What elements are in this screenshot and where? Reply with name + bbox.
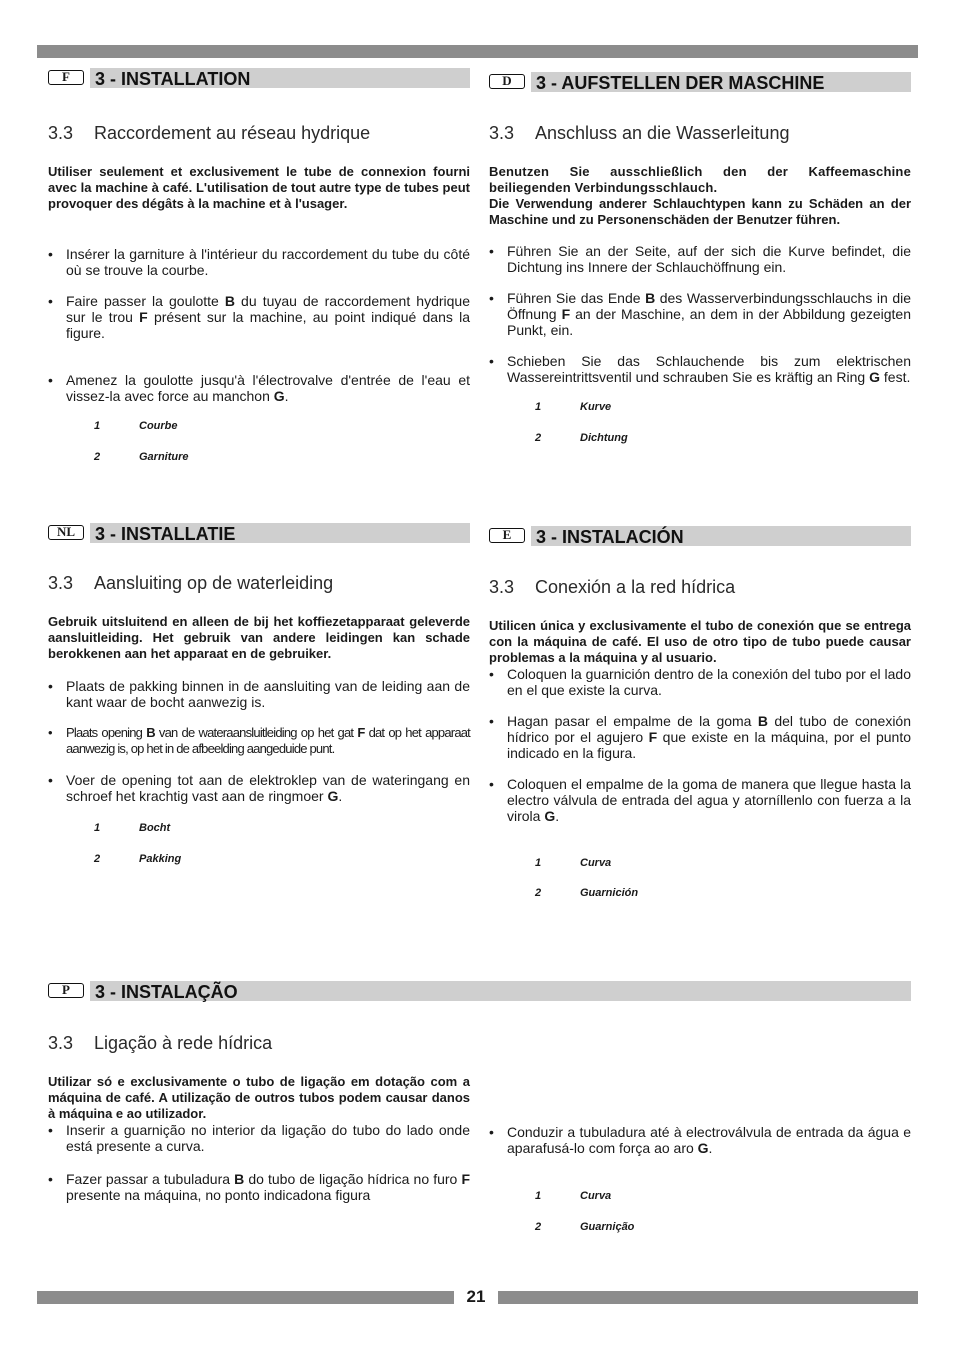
subsection-number: 3.3 <box>489 577 515 597</box>
page-number: 21 <box>466 1287 486 1306</box>
bottom-rule-left <box>37 1291 454 1304</box>
warning-text: Utilizar só e exclusivamente o tubo de ligação em dotação com a máquina de café. A utilização de outros tubos podem causar danos à máquina e ao utilizador. <box>48 1074 470 1121</box>
legend-label: Curva <box>580 1190 612 1202</box>
instruction-text: Fazer passar a tubuladura <box>66 1171 235 1187</box>
instruction-item <box>48 1171 470 1203</box>
legend <box>94 420 470 464</box>
instruction-text: . <box>338 788 343 804</box>
legend-number: 1 <box>535 401 542 413</box>
section-header <box>48 68 470 88</box>
legend-number: 2 <box>94 853 101 865</box>
subsection-title <box>48 123 470 144</box>
warning-text: Utilicen única y exclusivamente el tubo de conexión que se entrega con la máquina de café. El uso de otro tipo de tubo puede causar problemas a la máquina y al usuario. <box>489 618 911 665</box>
instruction-item <box>489 666 911 698</box>
part-ref: F <box>461 1171 470 1187</box>
instruction-list <box>489 666 911 824</box>
pt-columns <box>48 1033 911 1233</box>
subsection-title <box>489 123 911 144</box>
legend-label: Guarnição <box>580 1221 635 1233</box>
warning-text: Die Verwendung anderer Schlauchtypen kann zu Schäden an der Maschine und zu Personenschäden der Benutzer führen. <box>489 196 911 227</box>
part-ref: F <box>139 309 148 325</box>
subsection-text: Ligação à rede hídrica <box>94 1033 273 1053</box>
instruction-item <box>489 243 911 275</box>
instruction-text: Führen Sie das Ende <box>507 290 646 306</box>
instruction-list <box>48 246 470 404</box>
section-title: 3 - INSTALAÇÃO <box>95 982 238 1002</box>
section-fr <box>48 68 470 464</box>
legend-number: 1 <box>535 857 542 869</box>
warning-text: Benutzen Sie ausschließlich den der Kaffeemaschine beiliegenden Verbindungsschlauch. <box>489 164 911 195</box>
instruction-text: Voer de opening tot aan de elektroklep van de wateringang en schroef het krachtig vast aan de ringmoer <box>66 772 470 804</box>
instruction-item <box>48 246 470 278</box>
legend-label: Dichtung <box>580 432 628 444</box>
instruction-text: Insérer la garniture à l'intérieur du raccordement du tube du côté où se trouve la courbe. <box>66 246 470 278</box>
legend-label: Kurve <box>580 401 612 413</box>
section-es <box>489 526 911 900</box>
part-ref: F <box>561 306 571 322</box>
instruction-list <box>489 243 911 385</box>
part-ref: B <box>757 713 768 729</box>
subsection-title <box>48 1033 470 1054</box>
legend-number: 1 <box>94 420 101 432</box>
warning-text: Utiliser seulement et exclusivement le tube de connexion fourni avec la machine à café. L'utilisation de tout autre type de tubes peut provoquer des dégâts à la machine et à l'usager. <box>48 164 470 211</box>
subsection-text: Aansluiting op de waterleiding <box>94 573 334 593</box>
section-header <box>48 981 911 1001</box>
instruction-item <box>48 772 470 804</box>
instruction-list <box>48 1122 470 1203</box>
legend <box>535 401 911 445</box>
part-ref: G <box>697 1140 709 1156</box>
instruction-text: Coloquen el empalme de la goma de manera que llegue hasta la electro válvula de entrada del agua y atorníllenlo con fuerza a la virola <box>507 776 911 824</box>
legend-number: 2 <box>94 451 101 463</box>
legend-row <box>535 1221 911 1234</box>
legend-row <box>94 451 470 464</box>
language-badge: NL <box>48 525 84 540</box>
instruction-text: Plaats opening <box>66 725 147 740</box>
legend-number: 2 <box>535 887 542 899</box>
instruction-item <box>48 1122 470 1154</box>
instruction-text: Coloquen la guarnición dentro de la conexión del tubo por el lado en el que existe la curva. <box>507 666 911 698</box>
legend <box>535 857 911 900</box>
legend-number: 1 <box>535 1190 542 1202</box>
pt-left-column <box>48 1033 470 1203</box>
subsection-number: 3.3 <box>48 1033 74 1053</box>
instruction-list <box>489 1124 911 1156</box>
subsection-number: 3.3 <box>489 123 515 143</box>
part-ref: F <box>357 725 365 740</box>
legend-row <box>535 401 911 414</box>
instruction-item <box>48 678 470 710</box>
subsection-title <box>489 577 911 598</box>
instruction-item <box>489 776 911 824</box>
section-header <box>489 526 911 546</box>
section-title: 3 - INSTALLATION <box>95 69 251 89</box>
part-ref: B <box>224 293 235 309</box>
instruction-text: presente na máquina, no ponto indicadona figura <box>66 1187 371 1203</box>
legend-row <box>94 420 470 433</box>
legend-row <box>94 822 470 835</box>
instruction-item <box>48 372 470 404</box>
part-ref: G <box>327 788 339 804</box>
legend-number: 1 <box>94 822 101 834</box>
subsection-number: 3.3 <box>48 123 74 143</box>
legend-label: Guarnición <box>580 887 639 899</box>
instruction-text: del tubo de conexión hídrico por el agujero <box>507 713 911 745</box>
legend-label: Garniture <box>139 451 189 463</box>
instruction-text: Conduzir a tubuladura até à electroválvula de entrada da água e aparafusá-lo com força ao aro <box>507 1124 911 1156</box>
instruction-text: du tuyau de raccordement hydrique sur le trou <box>66 293 470 325</box>
section-title: 3 - INSTALLATIE <box>95 524 236 544</box>
part-ref: B <box>146 725 155 740</box>
top-rule <box>37 45 918 58</box>
legend <box>535 1190 911 1234</box>
instruction-text: présent sur la machine, au point indiqué dans la figure. <box>66 309 470 341</box>
instruction-list <box>48 678 470 804</box>
bottom-rule-right <box>498 1291 918 1304</box>
instruction-text: Faire passer la goulotte <box>66 293 225 309</box>
legend-row <box>535 857 911 870</box>
instruction-text: Schieben Sie das Schlauchende bis zum elektrischen Wassereintrittsventil und schrauben Sie es kräftig an Ring <box>507 353 911 385</box>
legend-row <box>535 432 911 445</box>
warning-text: Gebruik uitsluitend en alleen de bij het koffiezetapparaat geleverde aansluitleiding. Het gebruik van andere leidingen kan schade berokkenen aan het apparaat en de gebruiker. <box>48 614 470 661</box>
instruction-text: . <box>555 808 560 824</box>
instruction-text: Amenez la goulotte jusqu'à l'électrovalve d'entrée de l'eau et vissez-la avec force au manchon <box>66 372 470 404</box>
part-ref: G <box>869 369 880 385</box>
instruction-text: do tubo de ligação hídrica no furo <box>244 1171 462 1187</box>
part-ref: G <box>544 808 556 824</box>
legend-label: Courbe <box>139 420 178 432</box>
part-ref: B <box>645 290 656 306</box>
section-pt <box>48 981 911 1233</box>
instruction-text: dat op het apparaat aanwezig is, op het in de afbeelding aangeduide punt. <box>66 725 470 756</box>
instruction-text: . <box>284 388 289 404</box>
legend-label: Curva <box>580 857 612 869</box>
instruction-item <box>489 353 911 385</box>
part-ref: G <box>273 388 285 404</box>
section-title: 3 - INSTALACIÓN <box>536 527 684 547</box>
section-nl <box>48 523 470 866</box>
instruction-text: Führen Sie an der Seite, auf der sich die Kurve befindet, die Dichtung ins Innere der Schlauchöffnung ein. <box>507 243 911 275</box>
legend-row <box>535 887 911 900</box>
legend <box>94 822 470 866</box>
part-ref: B <box>234 1171 245 1187</box>
legend-number: 2 <box>535 432 542 444</box>
legend-label: Bocht <box>139 822 171 834</box>
language-badge: D <box>489 74 525 89</box>
section-de <box>489 72 911 445</box>
instruction-text: Hagan pasar el empalme de la goma <box>507 713 758 729</box>
instruction-text: an der Maschine, an dem in der Abbildung gezeigten Punkt, ein. <box>507 306 912 338</box>
part-ref: F <box>648 729 658 745</box>
instruction-text: . <box>708 1140 713 1156</box>
subsection-text: Anschluss an die Wasserleitung <box>535 123 790 143</box>
subsection-text: Conexión a la red hídrica <box>535 577 736 597</box>
instruction-text: fest. <box>880 369 911 385</box>
subsection-title <box>48 573 470 594</box>
subsection-number: 3.3 <box>48 573 74 593</box>
instruction-item <box>489 290 911 338</box>
instruction-text: Inserir a guarnição no interior da ligação do tubo do lado onde está presente a curva. <box>66 1122 470 1154</box>
language-badge: P <box>48 983 84 998</box>
section-title: 3 - AUFSTELLEN DER MASCHINE <box>536 73 825 93</box>
legend-row <box>535 1190 911 1203</box>
instruction-text: des Wasserverbindungsschlauchs in die Öffnung <box>507 290 911 322</box>
pt-right-column <box>489 1124 911 1234</box>
section-header <box>48 523 470 543</box>
instruction-text: Plaats de pakking binnen in de aansluiting van de leiding aan de kant waar de bocht aanwezig is. <box>66 678 470 710</box>
legend-number: 2 <box>535 1221 542 1233</box>
instruction-text: que existe en la máquina, por el punto indicado en la figura. <box>507 729 911 761</box>
instruction-item <box>48 293 470 341</box>
language-badge: F <box>48 70 84 85</box>
legend-row <box>94 853 470 866</box>
instruction-item <box>48 725 470 757</box>
instruction-item <box>489 713 911 761</box>
subsection-text: Raccordement au réseau hydrique <box>94 123 371 143</box>
instruction-item <box>489 1124 911 1156</box>
section-header <box>489 72 911 92</box>
language-badge: E <box>489 528 525 543</box>
instruction-text: van de wateraansluitleiding op het gat <box>154 725 358 740</box>
legend-label: Pakking <box>139 853 182 865</box>
